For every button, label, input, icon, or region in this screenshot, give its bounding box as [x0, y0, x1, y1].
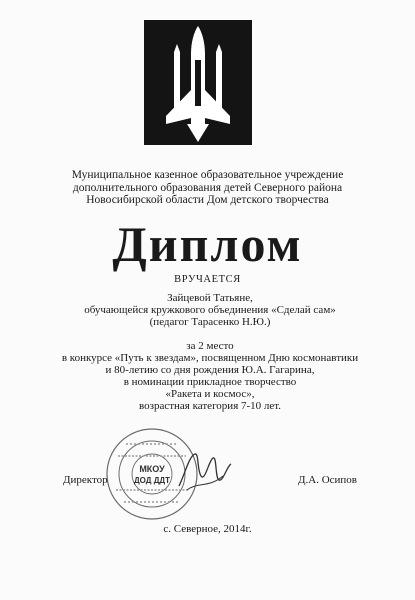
award-nomination-line-2: «Ракета и космос», [165, 388, 255, 400]
stamp-text-line-1: МКОУ [139, 464, 165, 474]
awarded-label: ВРУЧАЕТСЯ [174, 274, 241, 285]
award-contest-line-1: в конкурсе «Путь к звездам», посвященном Дню космонавтики [61, 352, 359, 364]
director-signature [175, 446, 235, 496]
award-nomination-line-1: в номинации прикладное творчество [123, 376, 297, 388]
diploma-title: Диплом [112, 216, 303, 272]
rocket-emblem [144, 20, 252, 145]
organization-name [40, 169, 375, 207]
organization-line-2: дополнительного образования детей Северного района [72, 181, 343, 194]
recipient-name: Зайцевой Татьяне, [167, 292, 253, 304]
diploma-body [60, 292, 360, 412]
recipient-group: обучающейся кружкового объединения «Сделай сам» [84, 304, 336, 316]
place-and-date: с. Северное, 2014г. [163, 523, 252, 535]
director-name: Д.А. Осипов [298, 474, 357, 486]
recipient-teacher: (педагог Тарасенко Н.Ю.) [149, 316, 271, 328]
award-place: за 2 место [186, 340, 234, 352]
award-contest-line-2: и 80-летию со дня рождения Ю.А. Гагарина, [105, 364, 315, 376]
stamp-text-line-2: ДОД ДДТ [133, 476, 171, 485]
director-label: Директор [63, 474, 108, 486]
organization-line-3: Новосибирской области Дом детского творчества [86, 194, 329, 206]
award-age-category: возрастная категория 7-10 лет. [138, 400, 282, 412]
organization-line-1: Муниципальное казенное образовательное учреждение [71, 169, 344, 181]
